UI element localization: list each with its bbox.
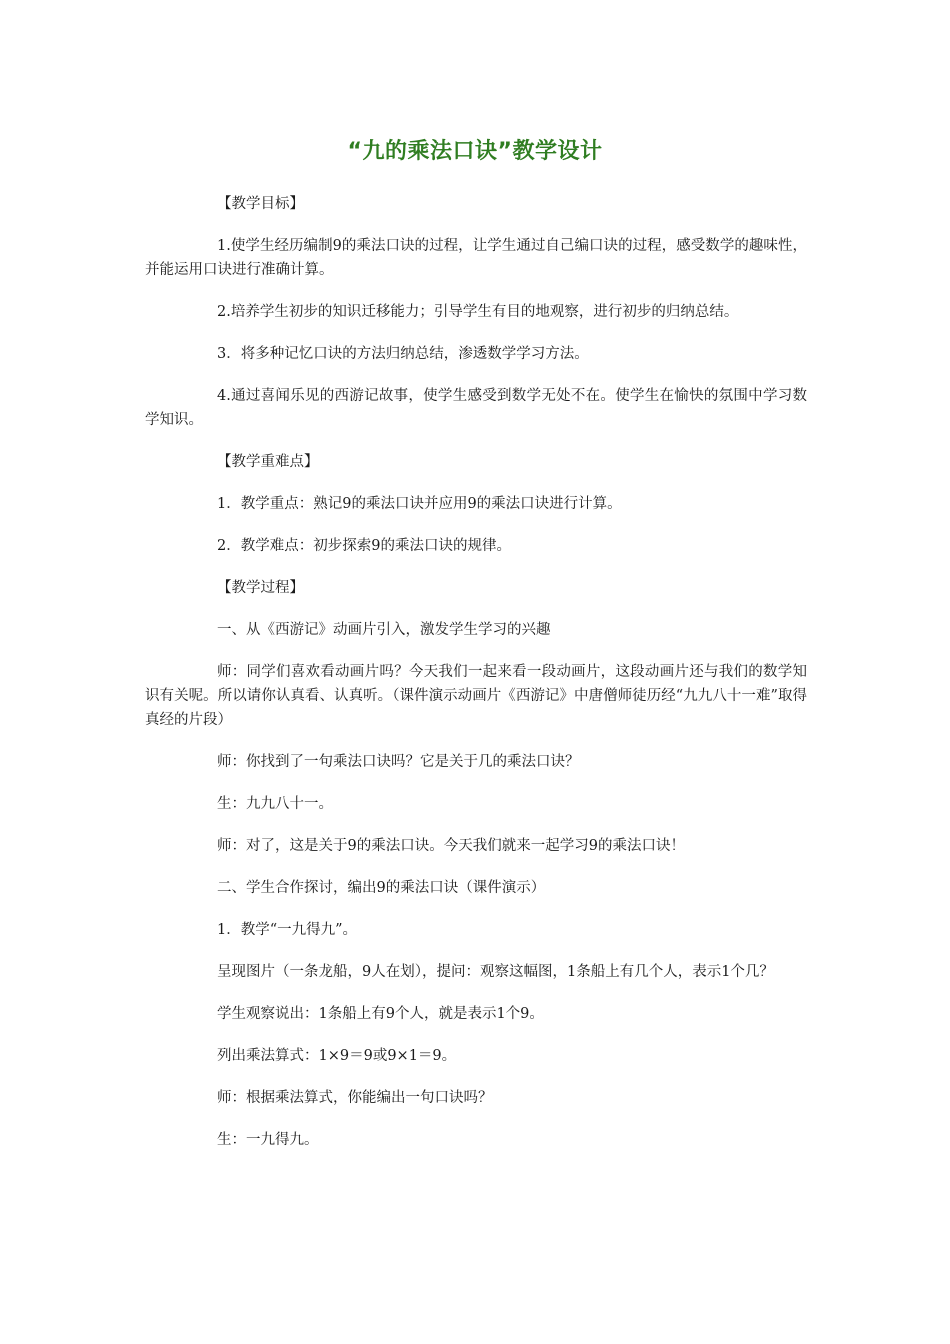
objective-2: 2.培养学生初步的知识迁移能力；引导学生有目的地观察，进行初步的归纳总结。 <box>217 304 739 320</box>
sub-step-heading: 1．教学“一九得九”。 <box>217 922 358 938</box>
process-step-2-heading: 二、学生合作探讨，编出9的乘法口诀（课件演示） <box>217 880 546 896</box>
objective-1: 1.使学生经历编制9的乘法口诀的过程，让学生通过自己编口诀的过程，感受数学的趣味性，并能运用口诀进行准确计算。 <box>145 238 807 278</box>
dialogue-paragraph: 师：同学们喜欢看动画片吗？今天我们一起来看一段动画片，这段动画片还与我们的数学知识有关呢。所以请你认真看、认真听。（课件演示动画片《西游记》中唐僧师徒历经“九九八十一难”取得真经的片段） <box>145 664 807 728</box>
dialogue-paragraph: 列出乘法算式：1×9＝9或9×1＝9。 <box>217 1048 457 1064</box>
objective-3: 3．将多种记忆口诀的方法归纳总结，渗透数学学习方法。 <box>217 346 589 362</box>
dialogue-paragraph: 呈现图片（一条龙船，9人在划），提问：观察这幅图，1条船上有几个人，表示1个几？ <box>217 964 774 980</box>
section-heading-process: 【教学过程】 <box>217 580 304 596</box>
section-heading-key-points: 【教学重难点】 <box>217 454 319 470</box>
dialogue-paragraph: 师：你找到了一句乘法口诀吗？它是关于几的乘法口诀？ <box>217 754 580 770</box>
document-title: “九的乘法口诀”教学设计 <box>347 139 603 164</box>
dialogue-paragraph: 学生观察说出：1条船上有9个人，就是表示1个9。 <box>217 1006 544 1022</box>
key-point-2: 2．教学难点：初步探索9的乘法口诀的规律。 <box>217 538 511 554</box>
key-point-1: 1．教学重点：熟记9的乘法口诀并应用9的乘法口诀进行计算。 <box>217 496 622 512</box>
dialogue-paragraph: 师：根据乘法算式，你能编出一句口诀吗？ <box>217 1090 493 1106</box>
dialogue-paragraph: 生：一九得九。 <box>217 1132 319 1148</box>
section-heading-objectives: 【教学目标】 <box>217 196 304 212</box>
objective-4: 4.通过喜闻乐见的西游记故事，使学生感受到数学无处不在。使学生在愉快的氛围中学习数学知识。 <box>145 388 807 428</box>
dialogue-paragraph: 生：九九八十一。 <box>217 796 333 812</box>
document-body <box>145 192 807 1170</box>
process-step-1-heading: 一、从《西游记》动画片引入，激发学生学习的兴趣 <box>217 622 551 638</box>
dialogue-paragraph: 师：对了，这是关于9的乘法口诀。今天我们就来一起学习9的乘法口诀！ <box>217 838 685 854</box>
